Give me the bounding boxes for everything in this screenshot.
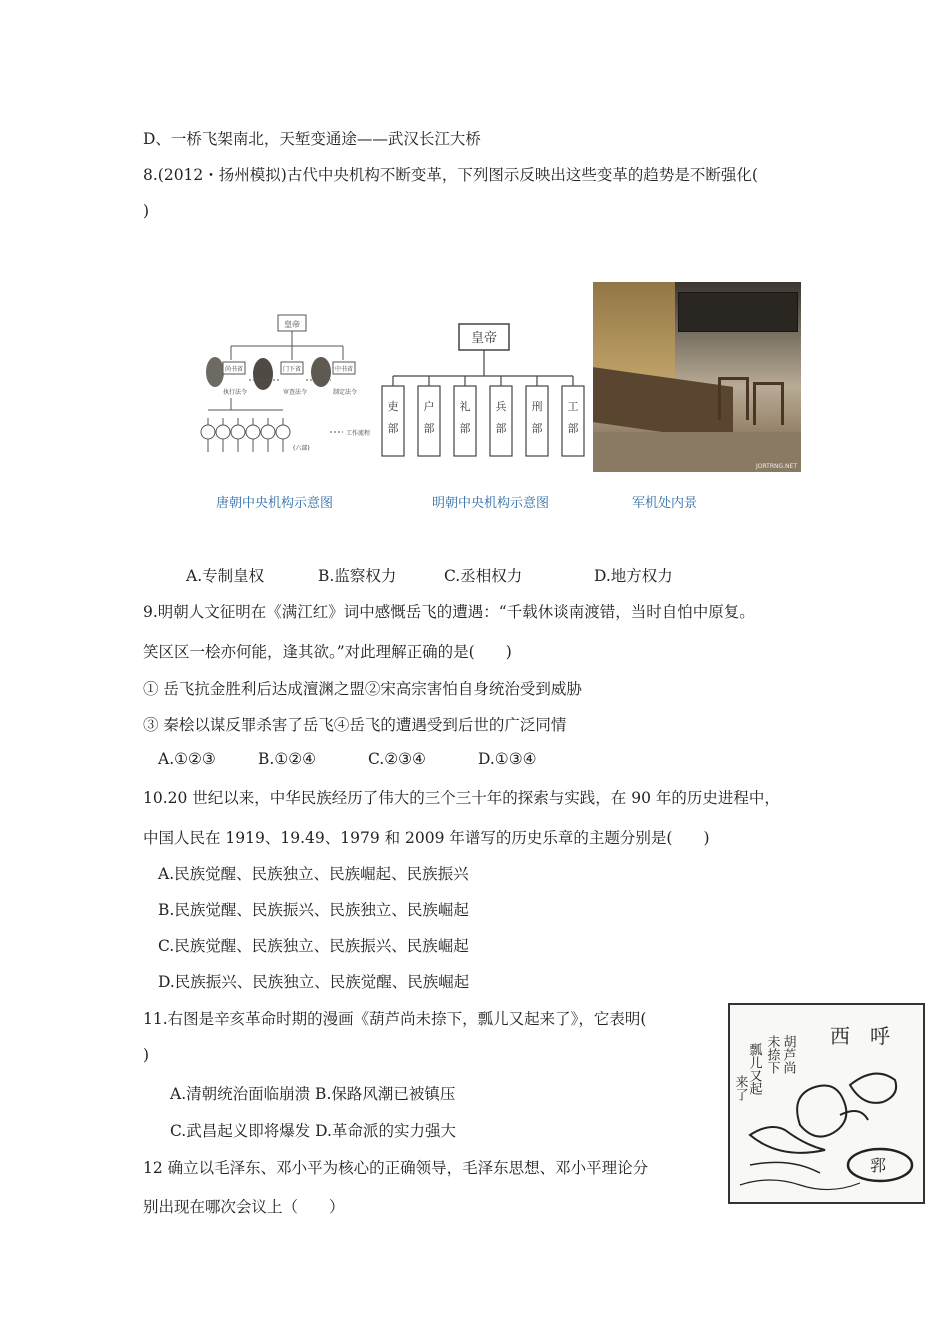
q8-stem-bracket: ) [143, 202, 150, 220]
q9-item-2: ③ 秦桧以谋反罪杀害了岳飞④岳飞的遭遇受到后世的广泛同情 [143, 716, 567, 734]
gourd-cartoon [728, 1003, 925, 1204]
tang-zhongshu: 中书省 [334, 366, 354, 373]
ming-dept-label: 部 [495, 422, 507, 435]
q9-option-a: A.①②③ [158, 750, 216, 768]
tang-draft: 制定法令 [333, 389, 358, 396]
q10-option-c: C.民族觉醒、民族独立、民族振兴、民族崛起 [158, 937, 469, 955]
q11-stem-bracket: ) [143, 1046, 150, 1064]
desk [593, 367, 733, 442]
q11-stem: 11.右图是辛亥革命时期的漫画《葫芦尚未捺下，瓢儿又起来了》，它表明( [143, 1010, 647, 1028]
ming-dept-label: 礼 [459, 400, 471, 413]
ming-dept-label: 部 [567, 422, 579, 435]
q11-options-cd: C.武昌起义即将爆发 D.革命派的实力强大 [170, 1122, 456, 1140]
six-ministries-figures [201, 418, 290, 452]
ming-dept-box [454, 386, 476, 456]
cartoon-text-2: 未捺下 [764, 1035, 780, 1074]
ming-dept-label: 刑 [531, 400, 543, 413]
q8-stem: 8.(2012・扬州模拟)古代中央机构不断变革，下列图示反映出这些变革的趋势是不断强化( [143, 166, 758, 184]
grand-council-photo [593, 282, 801, 472]
cartoon-drawing [730, 1005, 923, 1202]
ming-dept-label: 部 [459, 422, 471, 435]
ming-emperor: 皇帝 [470, 331, 498, 346]
q8-option-a: A.专制皇权 [186, 567, 265, 585]
photo-watermark: JORTRNG.NET [755, 463, 797, 470]
tang-shangshu: 尚书省 [224, 366, 244, 373]
tang-diagram [193, 280, 383, 480]
ming-dept-label: 部 [531, 422, 543, 435]
tang-six: (六部) [293, 445, 310, 452]
photo-caption: 军机处内景 [632, 496, 698, 511]
q10-stem-2: 中国人民在 1919、19.49、1979 和 2009 年谱写的历史乐章的主题分别是( ) [143, 829, 710, 847]
q8-option-b: B.监察权力 [318, 567, 397, 585]
q10-option-a: A.民族觉醒、民族独立、民族崛起、民族振兴 [158, 865, 469, 883]
ming-dept-box [382, 386, 404, 456]
q8-option-d: D.地方权力 [594, 567, 673, 585]
q9-option-d: D.①③④ [478, 750, 537, 768]
ming-dept-label: 部 [387, 422, 399, 435]
tang-menxia: 门下省 [282, 366, 302, 373]
plaque [678, 292, 798, 332]
ming-dept-label: 部 [423, 422, 435, 435]
chair-1 [718, 377, 749, 420]
q11-options-ab: A.清朝统治面临崩溃 B.保路风潮已被镇压 [170, 1085, 456, 1103]
q9-option-c: C.②③④ [368, 750, 426, 768]
ming-dept-label: 吏 [387, 400, 399, 413]
chair-2 [753, 382, 784, 425]
ming-dept-label: 工 [567, 400, 579, 413]
q10-option-d: D.民族振兴、民族独立、民族觉醒、民族崛起 [158, 973, 470, 991]
q8-option-c: C.丞相权力 [444, 567, 523, 585]
cartoon-title: 西 呼 [830, 1024, 890, 1048]
cartoon-text-3: 瓢儿又起 [746, 1043, 762, 1095]
cartoon-gourd-label: 郛 [870, 1156, 887, 1175]
q9-stem-1: 9.明朝人文征明在《满江红》词中感慨岳飞的遭遇：“千载休谈南渡错，当时自怕中原复。 [143, 603, 755, 621]
ming-caption: 明朝中央机构示意图 [432, 496, 550, 511]
cartoon-text-1: 胡芦尚 [780, 1035, 796, 1074]
ming-diagram [381, 280, 589, 480]
q9-item-1: ① 岳飞抗金胜利后达成澶渊之盟②宋高宗害怕自身统治受到威胁 [143, 680, 582, 698]
q9-stem-2: 笑区区一桧亦何能，逢其欲。”对此理解正确的是( ) [143, 643, 512, 661]
ming-dept-label: 兵 [495, 400, 507, 413]
q12-stem-1: 12 确立以毛泽东、邓小平为核心的正确领导，毛泽东思想、邓小平理论分 [143, 1159, 649, 1177]
q7-option-d: D、一桥飞架南北，天堑变通途——武汉长江大桥 [143, 130, 481, 148]
q12-stem-2: 别出现在哪次会议上（ ） [143, 1198, 345, 1216]
ming-dept-box [418, 386, 440, 456]
central-institutions-figure [183, 270, 848, 518]
q10-stem-1: 10.20 世纪以来，中华民族经历了伟大的三个三十年的探索与实践，在 90 年的历史进程中， [143, 789, 780, 807]
cartoon-text-4: 来了 [732, 1075, 748, 1101]
ming-dept-box [526, 386, 548, 456]
ming-dept-box [562, 386, 584, 456]
q9-option-b: B.①②④ [258, 750, 317, 768]
tang-review: 审查法令 [283, 389, 308, 396]
tang-caption: 唐朝中央机构示意图 [216, 496, 334, 511]
tang-flow: 工作流程 [346, 430, 371, 437]
ming-dept-label: 户 [423, 400, 435, 413]
q10-option-b: B.民族觉醒、民族振兴、民族独立、民族崛起 [158, 901, 469, 919]
tang-exec: 执行法令 [223, 389, 248, 396]
ming-dept-box [490, 386, 512, 456]
tang-emperor: 皇帝 [284, 320, 300, 329]
